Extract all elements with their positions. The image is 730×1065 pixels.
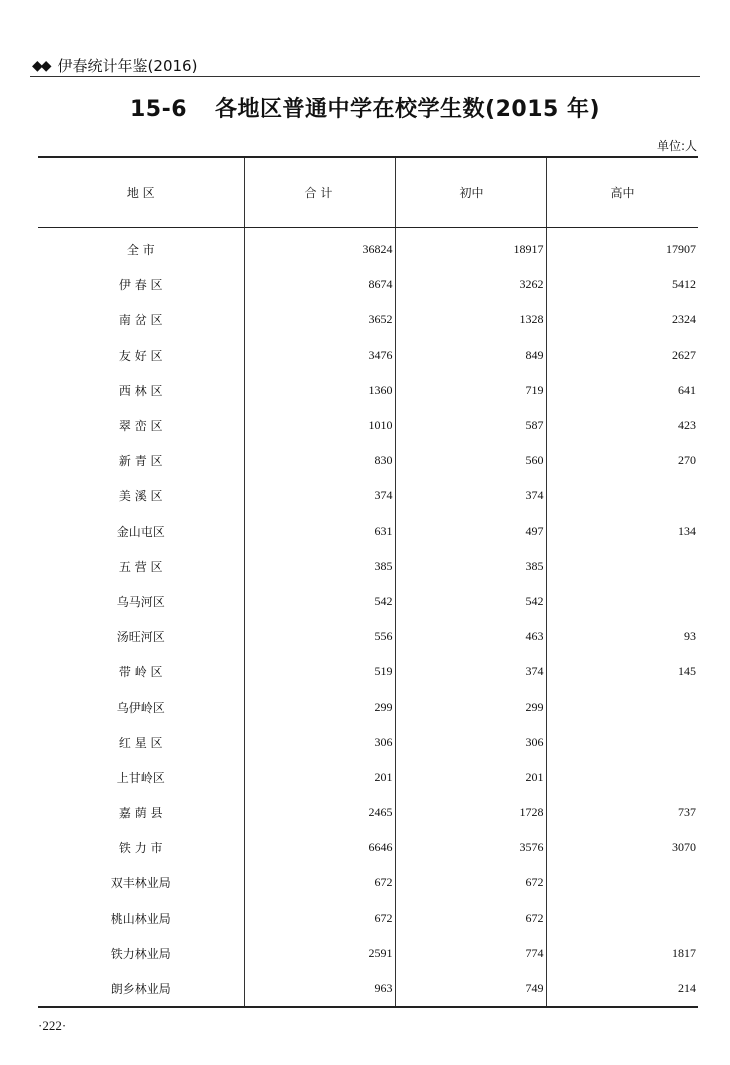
junior-cell: 374 [395, 478, 546, 513]
senior-cell [546, 901, 698, 936]
table-row [38, 373, 698, 408]
total-cell: 385 [244, 549, 395, 584]
total-cell: 36824 [244, 228, 395, 268]
table-row [38, 760, 698, 795]
table-header-row [38, 157, 698, 228]
junior-cell: 749 [395, 971, 546, 1007]
region-cell: 金山屯区 [116, 524, 165, 539]
region-cell: 五 营 区 [118, 559, 163, 574]
table-row [38, 830, 698, 865]
unit-label: 单位:人 [656, 139, 697, 153]
senior-cell: 134 [546, 514, 698, 549]
region-cell: 带 岭 区 [118, 665, 163, 680]
senior-cell: 1817 [546, 936, 698, 971]
senior-cell [546, 478, 698, 513]
total-cell: 299 [244, 689, 395, 724]
table-row [38, 302, 698, 337]
junior-cell: 306 [395, 725, 546, 760]
region-cell: 朗乡林业局 [38, 971, 244, 1007]
senior-cell: 17907 [546, 228, 698, 268]
page-number: ·222· [38, 1018, 67, 1033]
total-cell: 2591 [244, 936, 395, 971]
total-cell: 306 [244, 725, 395, 760]
region-cell: 南 岔 区 [118, 313, 163, 328]
total-cell: 830 [244, 443, 395, 478]
table-row [38, 795, 698, 830]
region-cell: 嘉 荫 县 [118, 806, 163, 821]
region-cell: 西 林 区 [118, 383, 163, 398]
title-number: 15-6 [129, 97, 188, 122]
senior-cell [546, 725, 698, 760]
column-header-total: 合 计 [244, 157, 395, 228]
region-cell: 友 好 区 [118, 348, 163, 363]
senior-cell [546, 865, 698, 900]
total-cell: 519 [244, 654, 395, 689]
column-header-region: 地 区 [38, 157, 244, 228]
junior-cell: 719 [395, 373, 546, 408]
junior-cell: 587 [395, 408, 546, 443]
senior-cell: 737 [546, 795, 698, 830]
region-cell: 乌伊岭区 [116, 700, 165, 715]
region-cell: 美 溪 区 [118, 489, 163, 504]
total-cell: 3652 [244, 302, 395, 337]
total-cell: 542 [244, 584, 395, 619]
column-header-senior: 高中 [546, 157, 698, 228]
total-cell: 8674 [244, 267, 395, 302]
table-row [38, 971, 698, 1007]
senior-cell: 641 [546, 373, 698, 408]
table-row [38, 478, 698, 513]
total-cell: 2465 [244, 795, 395, 830]
table-row [38, 408, 698, 443]
diamond-icon: ◆◆ [32, 57, 50, 74]
total-cell: 1010 [244, 408, 395, 443]
junior-cell: 201 [395, 760, 546, 795]
region-cell: 翠 峦 区 [118, 419, 163, 434]
total-cell: 3476 [244, 338, 395, 373]
page-title [0, 92, 730, 123]
table-row [38, 689, 698, 724]
senior-cell: 145 [546, 654, 698, 689]
total-cell: 672 [244, 901, 395, 936]
junior-cell: 1328 [395, 302, 546, 337]
junior-cell: 385 [395, 549, 546, 584]
table-row [38, 725, 698, 760]
junior-cell: 560 [395, 443, 546, 478]
table-row [38, 654, 698, 689]
region-cell: 上甘岭区 [116, 770, 165, 785]
total-cell: 672 [244, 865, 395, 900]
senior-cell [546, 689, 698, 724]
senior-cell: 2324 [546, 302, 698, 337]
junior-cell: 18917 [395, 228, 546, 268]
table-row [38, 619, 698, 654]
running-head [32, 55, 197, 76]
junior-cell: 463 [395, 619, 546, 654]
table-row [38, 443, 698, 478]
total-cell: 201 [244, 760, 395, 795]
total-cell: 1360 [244, 373, 395, 408]
junior-cell: 3576 [395, 830, 546, 865]
junior-cell: 3262 [395, 267, 546, 302]
region-cell: 伊 春 区 [118, 278, 163, 293]
total-cell: 963 [244, 971, 395, 1007]
junior-cell: 849 [395, 338, 546, 373]
title-text: 各地区普通中学在校学生数(2015 年) [215, 97, 601, 122]
senior-cell: 93 [546, 619, 698, 654]
column-header-junior: 初中 [395, 157, 546, 228]
table-row [38, 514, 698, 549]
junior-cell: 542 [395, 584, 546, 619]
data-table [38, 156, 698, 1008]
senior-cell [546, 584, 698, 619]
table-row [38, 936, 698, 971]
senior-cell: 214 [546, 971, 698, 1007]
senior-cell: 270 [546, 443, 698, 478]
junior-cell: 374 [395, 654, 546, 689]
total-cell: 556 [244, 619, 395, 654]
total-cell: 374 [244, 478, 395, 513]
total-cell: 631 [244, 514, 395, 549]
table-row [38, 549, 698, 584]
senior-cell: 3070 [546, 830, 698, 865]
junior-cell: 497 [395, 514, 546, 549]
senior-cell [546, 760, 698, 795]
junior-cell: 299 [395, 689, 546, 724]
table-body [38, 228, 698, 1008]
region-cell: 全 市 [126, 243, 155, 258]
junior-cell: 672 [395, 901, 546, 936]
total-cell: 6646 [244, 830, 395, 865]
table-row [38, 267, 698, 302]
junior-cell: 774 [395, 936, 546, 971]
table-row [38, 228, 698, 268]
junior-cell: 1728 [395, 795, 546, 830]
region-cell: 乌马河区 [116, 594, 165, 609]
senior-cell: 5412 [546, 267, 698, 302]
region-cell: 汤旺河区 [116, 630, 165, 645]
senior-cell [546, 549, 698, 584]
region-cell: 铁力林业局 [110, 946, 171, 961]
table-row [38, 338, 698, 373]
running-head-text: 伊春统计年鉴(2016) [57, 57, 198, 75]
table-row [38, 865, 698, 900]
region-cell: 新 青 区 [118, 454, 163, 469]
senior-cell: 423 [546, 408, 698, 443]
region-cell: 桃山林业局 [110, 911, 171, 926]
header-rule [30, 76, 700, 77]
senior-cell: 2627 [546, 338, 698, 373]
junior-cell: 672 [395, 865, 546, 900]
region-cell: 双丰林业局 [110, 876, 171, 891]
region-cell: 红 星 区 [118, 735, 163, 750]
table-row [38, 901, 698, 936]
table-row [38, 584, 698, 619]
region-cell: 铁 力 市 [118, 841, 163, 856]
